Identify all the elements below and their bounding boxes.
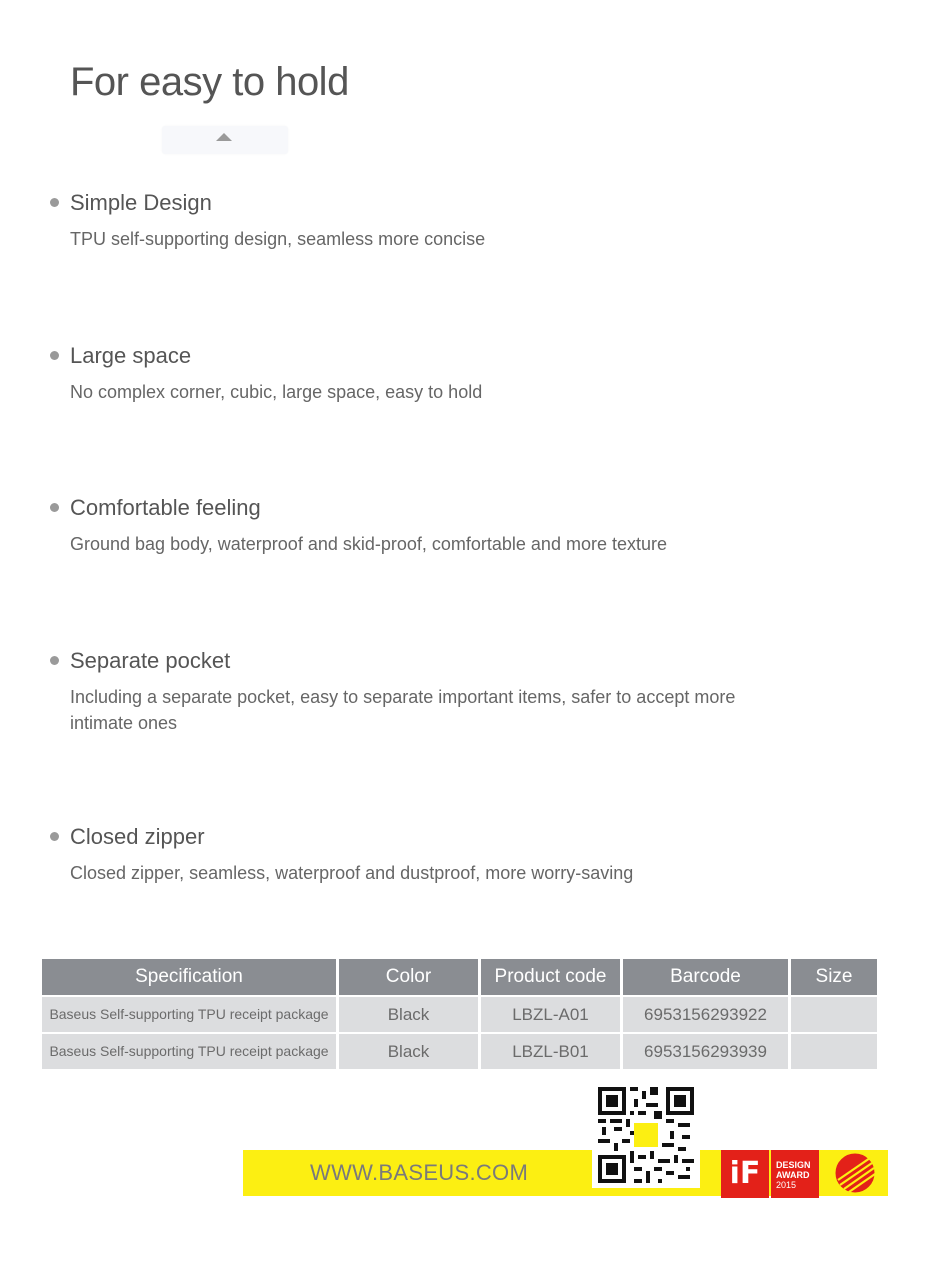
feature-heading: Comfortable feeling <box>70 495 261 520</box>
feature-description: TPU self-supporting design, seamless more concise <box>70 229 486 249</box>
design-award-badge <box>771 1150 819 1198</box>
feature-description: Including a separate pocket, easy to separate important items, safer to accept more intimate ones <box>70 687 736 733</box>
award-year: 2015 <box>776 1180 797 1190</box>
bullet-icon <box>50 198 59 207</box>
caret-up-icon <box>216 133 232 141</box>
cell-barcode: 6953156293939 <box>623 1034 788 1069</box>
spec-table <box>39 957 880 1071</box>
column-header-specification: Specification <box>42 959 336 995</box>
cell-barcode: 6953156293922 <box>623 997 788 1032</box>
award-label: AWARD <box>776 1170 810 1180</box>
qr-code[interactable] <box>592 1082 700 1188</box>
qr-code-icon <box>598 1087 694 1183</box>
bullet-icon <box>50 656 59 665</box>
feature-heading: Closed zipper <box>70 824 205 849</box>
feature-heading: Simple Design <box>70 190 212 215</box>
feature-description: Closed zipper, seamless, waterproof and dustproof, more worry-saving <box>70 863 634 883</box>
cell-color: Black <box>339 1034 478 1069</box>
reddot-award-icon <box>832 1150 878 1196</box>
cell-specification: Baseus Self-supporting TPU receipt package <box>42 997 336 1032</box>
page-title: For easy to hold <box>70 60 349 104</box>
table-header-row <box>42 959 877 995</box>
cell-color: Black <box>339 997 478 1032</box>
cell-size <box>791 997 877 1032</box>
column-header-barcode: Barcode <box>623 959 788 995</box>
award-label: DESIGN <box>776 1160 811 1170</box>
website-link[interactable]: WWW.BASEUS.COM <box>310 1160 529 1185</box>
bullet-icon <box>50 351 59 360</box>
table-row <box>42 1034 877 1069</box>
column-header-product-code: Product code <box>481 959 620 995</box>
feature-comfortable-feeling <box>50 495 810 557</box>
feature-closed-zipper <box>50 824 810 886</box>
cell-specification: Baseus Self-supporting TPU receipt package <box>42 1034 336 1069</box>
table-row <box>42 997 877 1032</box>
feature-heading: Large space <box>70 343 192 368</box>
feature-separate-pocket <box>50 648 810 736</box>
feature-large-space <box>50 343 810 405</box>
column-header-size: Size <box>791 959 877 995</box>
feature-simple-design <box>50 190 810 252</box>
collapse-toggle[interactable] <box>162 126 288 154</box>
column-header-color: Color <box>339 959 478 995</box>
feature-description: No complex corner, cubic, large space, easy to hold <box>70 382 483 402</box>
bullet-icon <box>50 832 59 841</box>
cell-product-code: LBZL-A01 <box>481 997 620 1032</box>
feature-heading: Separate pocket <box>70 648 231 673</box>
bullet-icon <box>50 503 59 512</box>
feature-description: Ground bag body, waterproof and skid-proof, comfortable and more texture <box>70 534 667 554</box>
cell-product-code: LBZL-B01 <box>481 1034 620 1069</box>
cell-size <box>791 1034 877 1069</box>
if-award-logo: iF <box>721 1150 769 1198</box>
